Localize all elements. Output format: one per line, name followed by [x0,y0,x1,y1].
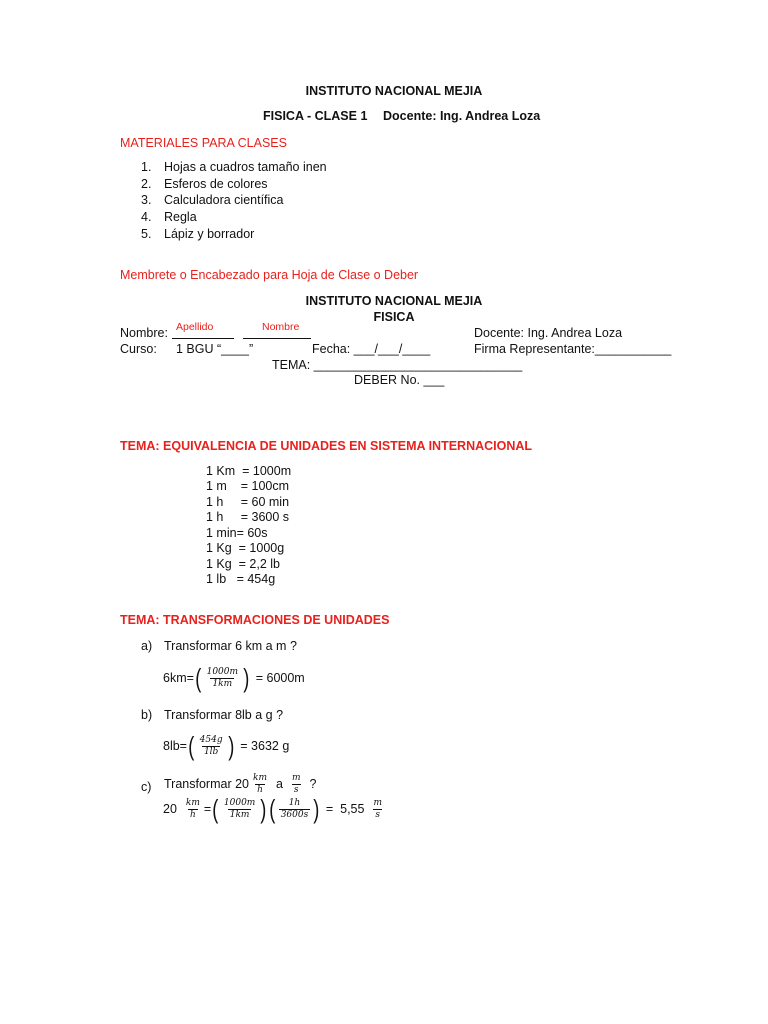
fraction-denominator: 1km [229,809,250,820]
equivalence-row: 1 min= 60s [206,526,268,540]
list-item [141,194,151,207]
close-paren: ) [313,794,320,824]
open-paren: ( [212,794,219,824]
exercise-c-question [164,774,316,795]
list-item-text: Lápiz y borrador [164,227,255,241]
list-item-text: Esferos de colores [164,177,268,191]
fraction [198,736,225,757]
fraction-denominator: 3600s [280,809,309,820]
fraction-numerator: km [185,797,200,808]
fraction-denominator: s [375,809,381,820]
list-item-text: Regla [164,210,197,224]
equivalence-row: 1 Kg = 2,2 lb [206,557,281,571]
fraction-denominator: 1lb [203,746,219,757]
open-paren: ( [269,794,276,824]
letterhead-heading: Membrete o Encabezado para Hoja de Clase o Deber [120,268,419,282]
class-title: FISICA - CLASE 1 [263,109,368,123]
letterhead-docente: Docente: Ing. Andrea Loza [474,326,623,340]
curso-value: 1 BGU “____” [176,342,254,356]
fecha-field: Fecha: ___/___/____ [312,342,431,356]
fraction [184,799,202,820]
question-text: a [275,777,283,792]
teacher-name: Docente: Ing. Andrea Loza [383,109,541,123]
exercise-a-question: Transformar 6 km a m ? [164,639,297,653]
fraction [290,774,303,795]
document-title: INSTITUTO NACIONAL MEJIA [305,84,483,98]
list-number: 1. [141,160,152,174]
exercise-c-equation [163,796,386,822]
fraction-denominator: h [190,809,196,820]
letterhead-institution: INSTITUTO NACIONAL MEJIA [305,294,483,308]
close-paren: ) [260,794,267,824]
list-item [141,211,151,224]
fraction-numerator: 1000m [223,797,256,808]
equivalencias-heading: TEMA: EQUIVALENCIA DE UNIDADES EN SISTEMA INTERNACIONAL [120,439,533,453]
equation-lhs: 6km= [163,670,194,685]
fraction-numerator: km [252,773,267,783]
equation-result: = 6000m [255,670,305,685]
equation-result: = 3632 g [240,738,290,753]
fraction-numerator: 1000m [206,666,239,677]
list-number: 2. [141,177,152,191]
open-paren: ( [188,731,195,761]
fraction [371,799,384,820]
exercise-a-equation [163,665,305,691]
fraction-numerator: 1h [288,797,301,808]
fraction [205,668,240,689]
fraction-denominator: s [293,785,299,795]
list-number: 4. [141,210,152,224]
tema-field: TEMA: ______________________________ [272,358,523,372]
nombre-placeholder: Nombre [262,321,300,333]
exercise-b-question: Transformar 8lb a g ? [164,708,284,722]
list-number: 3. [141,193,152,207]
fraction-denominator: h [257,785,263,795]
equation-result: = 5,55 [325,801,365,816]
equals-sign: = [203,801,212,816]
close-paren: ) [243,663,250,693]
list-item-text: Hojas a cuadros tamaño inen [164,160,327,174]
close-paren: ) [227,731,234,761]
curso-label: Curso: [120,342,157,356]
exercise-a-label: a) [141,639,153,653]
exercise-c-label: c) [141,780,152,794]
equivalence-row: 1 h = 3600 s [206,510,290,524]
fraction-numerator: 454g [199,734,223,745]
equivalence-row: 1 h = 60 min [206,495,290,509]
nombre-field [243,322,311,339]
equivalence-row: 1 m = 100cm [206,479,290,493]
question-text: ? [309,777,317,792]
list-number: 5. [141,227,152,241]
list-item [141,228,151,241]
open-paren: ( [195,663,202,693]
exercise-b-label: b) [141,708,153,722]
fraction [279,799,311,820]
letterhead-subject: FISICA [373,310,415,324]
nombre-label: Nombre: [120,326,168,340]
deber-field: DEBER No. ___ [354,373,445,387]
fraction-denominator: 1km [212,678,233,689]
equation-lhs: 8lb= [163,738,187,753]
equivalence-row: 1 Kg = 1000g [206,541,285,555]
equivalence-row: 1 Km = 1000m [206,464,292,478]
materials-heading: MATERIALES PARA CLASES [120,136,287,150]
fraction-numerator: m [373,797,383,808]
apellido-placeholder: Apellido [176,321,214,333]
equation-lhs: 20 [163,801,177,816]
list-item-text: Calculadora científica [164,193,284,207]
question-text: Transformar 20 [164,777,249,792]
fraction [222,799,257,820]
transformaciones-heading: TEMA: TRANSFORMACIONES DE UNIDADES [120,613,390,627]
fraction-numerator: m [291,773,301,783]
firma-field: Firma Representante:___________ [474,342,672,356]
equivalence-row: 1 lb = 454g [206,572,276,586]
exercise-b-equation [163,733,289,759]
fraction [251,774,269,795]
list-item [141,161,151,174]
list-item [141,178,151,191]
apellido-field [172,322,234,339]
